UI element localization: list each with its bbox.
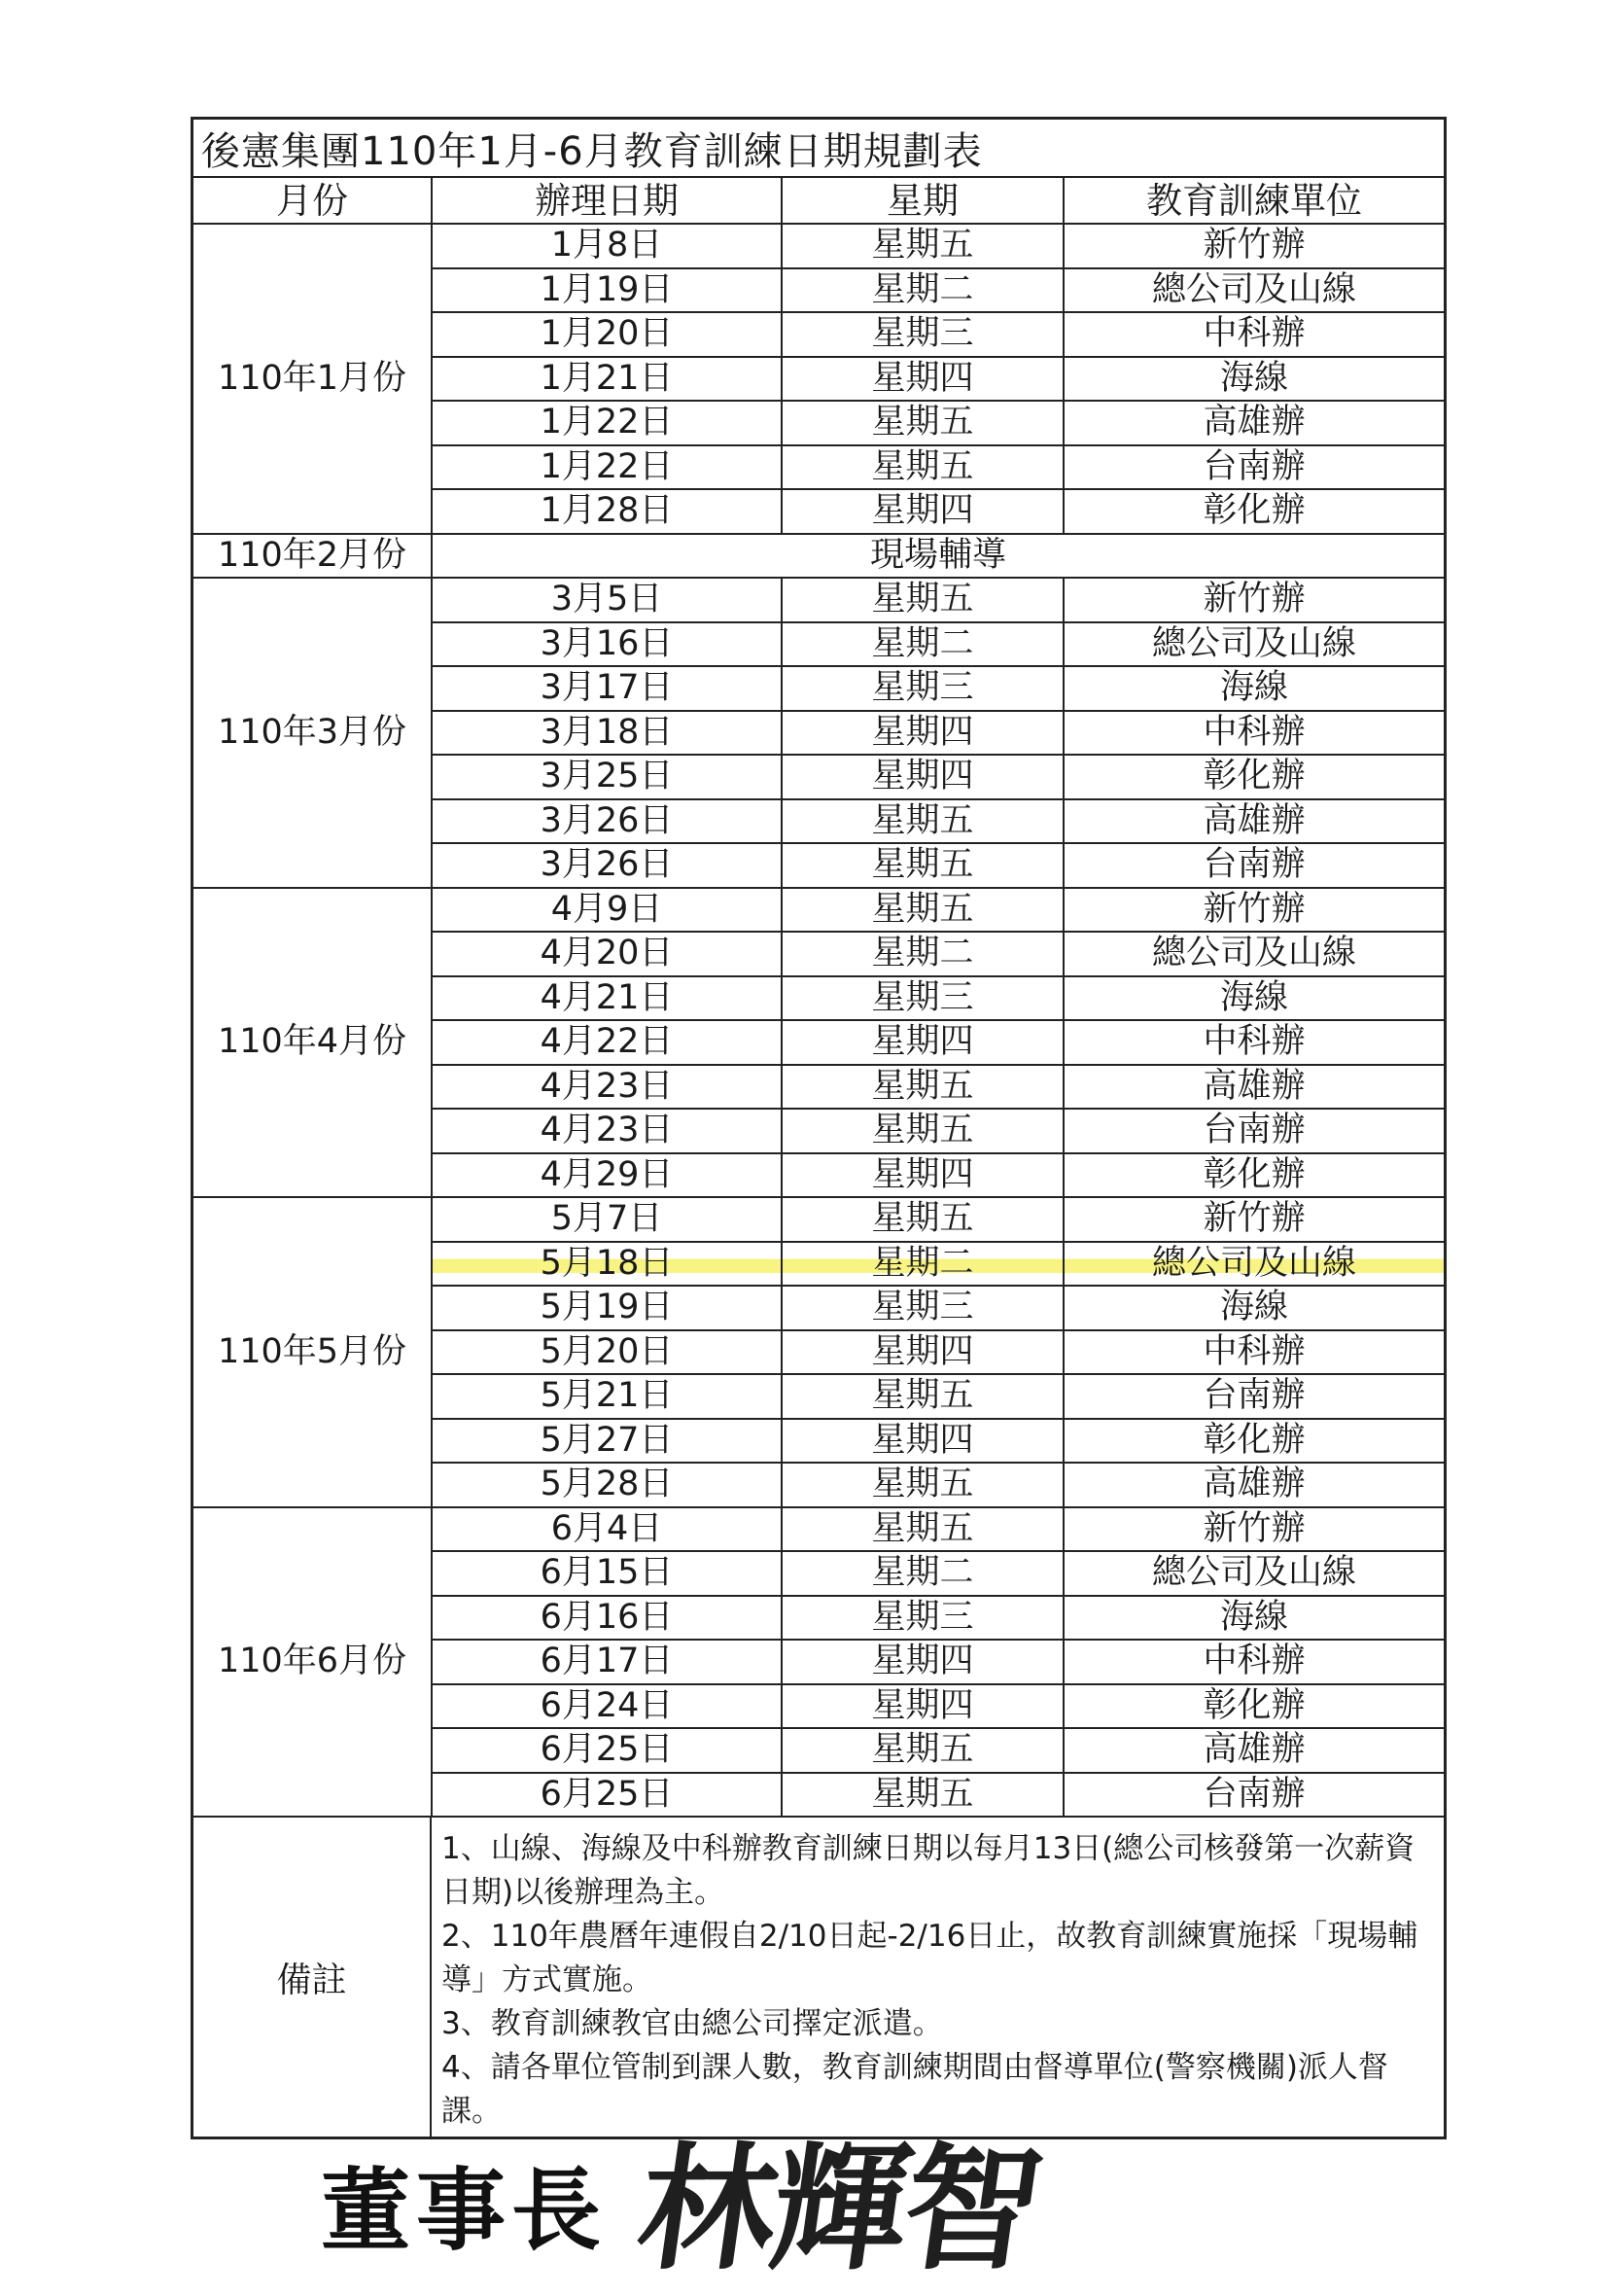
unit-cell: 總公司及山線	[1064, 1242, 1444, 1287]
note-item: 4、請各單位管制到課人數，教育訓練期間由督導單位(警察機關)派人督課。	[441, 2050, 1388, 2129]
date-cell: 3月26日	[432, 843, 782, 888]
unit-cell: 海線	[1064, 1596, 1444, 1641]
weekday-cell: 星期二	[782, 932, 1064, 976]
weekday-cell: 星期四	[782, 357, 1064, 402]
merged-note-cell: 現場輔導	[432, 534, 1444, 579]
weekday-cell: 星期三	[782, 1596, 1064, 1641]
date-cell: 3月18日	[432, 711, 782, 756]
header-unit: 教育訓練單位	[1064, 178, 1444, 224]
schedule-table	[193, 178, 1444, 1818]
unit-cell: 中科辦	[1064, 711, 1444, 756]
unit-cell: 新竹辦	[1064, 1507, 1444, 1552]
weekday-cell: 星期四	[782, 1020, 1064, 1065]
weekday-cell: 星期二	[782, 1551, 1064, 1596]
unit-cell: 海線	[1064, 976, 1444, 1021]
month-cell: 110年3月份	[193, 578, 432, 888]
document-title: 後憲集團110年1月-6月教育訓練日期規劃表	[193, 120, 1444, 178]
note-item: 1、山線、海線及中科辦教育訓練日期以每月13日(總公司核發第一次薪資日期)以後辦理為主。	[441, 1831, 1416, 1910]
unit-cell: 彰化辦	[1064, 1153, 1444, 1198]
month-cell: 110年1月份	[193, 224, 432, 534]
table-row	[193, 888, 1444, 933]
month-cell: 110年6月份	[193, 1507, 432, 1818]
date-cell: 1月22日	[432, 401, 782, 445]
unit-cell: 總公司及山線	[1064, 622, 1444, 667]
table-row	[193, 1197, 1444, 1242]
date-cell: 4月21日	[432, 976, 782, 1021]
weekday-cell: 星期五	[782, 1197, 1064, 1242]
date-cell: 1月19日	[432, 268, 782, 313]
date-cell: 6月25日	[432, 1773, 782, 1818]
date-cell: 3月17日	[432, 666, 782, 711]
signature-title: 董事長	[321, 2158, 608, 2263]
date-cell: 1月20日	[432, 312, 782, 357]
weekday-cell: 星期三	[782, 312, 1064, 357]
schedule-sheet	[191, 117, 1447, 2139]
weekday-cell: 星期五	[782, 578, 1064, 622]
note-item: 3、教育訓練教官由總公司擇定派遣。	[441, 2006, 943, 2041]
unit-cell: 總公司及山線	[1064, 268, 1444, 313]
date-cell: 6月17日	[432, 1640, 782, 1684]
unit-cell: 海線	[1064, 666, 1444, 711]
date-cell: 1月22日	[432, 445, 782, 490]
month-cell: 110年2月份	[193, 534, 432, 579]
unit-cell: 新竹辦	[1064, 888, 1444, 933]
weekday-cell: 星期五	[782, 1374, 1064, 1419]
notes-label: 備註	[193, 1818, 432, 2137]
weekday-cell: 星期二	[782, 268, 1064, 313]
table-row	[193, 534, 1444, 579]
note-item: 2、110年農曆年連假自2/10日起-2/16日止，故教育訓練實施採「現場輔導」方式實施。	[441, 1919, 1418, 1997]
unit-cell: 彰化辦	[1064, 755, 1444, 799]
date-cell: 4月9日	[432, 888, 782, 933]
unit-cell: 高雄辦	[1064, 1065, 1444, 1110]
weekday-cell: 星期五	[782, 1109, 1064, 1153]
date-cell: 4月20日	[432, 932, 782, 976]
date-cell: 1月21日	[432, 357, 782, 402]
unit-cell: 台南辦	[1064, 1109, 1444, 1153]
weekday-cell: 星期五	[782, 888, 1064, 933]
date-cell: 1月8日	[432, 224, 782, 268]
weekday-cell: 星期四	[782, 1684, 1064, 1729]
weekday-cell: 星期五	[782, 1507, 1064, 1552]
unit-cell: 新竹辦	[1064, 1197, 1444, 1242]
table-row	[193, 1507, 1444, 1552]
unit-cell: 新竹辦	[1064, 224, 1444, 268]
weekday-cell: 星期三	[782, 976, 1064, 1021]
unit-cell: 總公司及山線	[1064, 932, 1444, 976]
date-cell: 4月22日	[432, 1020, 782, 1065]
month-cell: 110年4月份	[193, 888, 432, 1198]
date-cell: 3月26日	[432, 799, 782, 844]
date-cell: 5月27日	[432, 1419, 782, 1464]
date-cell: 5月28日	[432, 1463, 782, 1507]
date-cell: 6月16日	[432, 1596, 782, 1641]
weekday-cell: 星期五	[782, 1773, 1064, 1818]
header-month: 月份	[193, 178, 432, 224]
unit-cell: 中科辦	[1064, 1330, 1444, 1375]
unit-cell: 中科辦	[1064, 1020, 1444, 1065]
unit-cell: 高雄辦	[1064, 1463, 1444, 1507]
unit-cell: 彰化辦	[1064, 1419, 1444, 1464]
date-cell: 3月5日	[432, 578, 782, 622]
date-cell: 5月20日	[432, 1330, 782, 1375]
weekday-cell: 星期四	[782, 1330, 1064, 1375]
weekday-cell: 星期四	[782, 755, 1064, 799]
unit-cell: 台南辦	[1064, 445, 1444, 490]
unit-cell: 高雄辦	[1064, 799, 1444, 844]
date-cell: 6月25日	[432, 1728, 782, 1773]
unit-cell: 海線	[1064, 1286, 1444, 1330]
notes-section	[193, 1818, 1444, 2137]
weekday-cell: 星期五	[782, 799, 1064, 844]
unit-cell: 海線	[1064, 357, 1444, 402]
weekday-cell: 星期四	[782, 489, 1064, 534]
weekday-cell: 星期五	[782, 1728, 1064, 1773]
date-cell: 4月23日	[432, 1065, 782, 1110]
unit-cell: 高雄辦	[1064, 1728, 1444, 1773]
weekday-cell: 星期二	[782, 622, 1064, 667]
date-cell: 4月29日	[432, 1153, 782, 1198]
weekday-cell: 星期五	[782, 1463, 1064, 1507]
weekday-cell: 星期四	[782, 1153, 1064, 1198]
unit-cell: 台南辦	[1064, 843, 1444, 888]
weekday-cell: 星期四	[782, 1419, 1064, 1464]
weekday-cell: 星期二	[782, 1242, 1064, 1287]
date-cell: 4月23日	[432, 1109, 782, 1153]
handwritten-signature: 林輝智	[628, 2130, 1048, 2289]
schedule-body	[193, 224, 1444, 1817]
table-header-row	[193, 178, 1444, 224]
weekday-cell: 星期三	[782, 1286, 1064, 1330]
chairman-signature	[321, 2101, 1293, 2289]
header-date: 辦理日期	[432, 178, 782, 224]
header-weekday: 星期	[782, 178, 1064, 224]
weekday-cell: 星期五	[782, 445, 1064, 490]
table-row	[193, 578, 1444, 622]
weekday-cell: 星期三	[782, 666, 1064, 711]
unit-cell: 總公司及山線	[1064, 1551, 1444, 1596]
weekday-cell: 星期五	[782, 843, 1064, 888]
unit-cell: 高雄辦	[1064, 401, 1444, 445]
unit-cell: 中科辦	[1064, 312, 1444, 357]
date-cell: 6月4日	[432, 1507, 782, 1552]
table-row	[193, 224, 1444, 268]
notes-body	[432, 1818, 1444, 2137]
unit-cell: 台南辦	[1064, 1773, 1444, 1818]
weekday-cell: 星期五	[782, 1065, 1064, 1110]
unit-cell: 彰化辦	[1064, 1684, 1444, 1729]
date-cell: 6月15日	[432, 1551, 782, 1596]
weekday-cell: 星期五	[782, 224, 1064, 268]
date-cell: 5月19日	[432, 1286, 782, 1330]
weekday-cell: 星期五	[782, 401, 1064, 445]
date-cell: 3月25日	[432, 755, 782, 799]
date-cell: 6月24日	[432, 1684, 782, 1729]
month-cell: 110年5月份	[193, 1197, 432, 1507]
date-cell: 5月7日	[432, 1197, 782, 1242]
weekday-cell: 星期四	[782, 711, 1064, 756]
weekday-cell: 星期四	[782, 1640, 1064, 1684]
unit-cell: 新竹辦	[1064, 578, 1444, 622]
unit-cell: 台南辦	[1064, 1374, 1444, 1419]
unit-cell: 彰化辦	[1064, 489, 1444, 534]
date-cell: 3月16日	[432, 622, 782, 667]
date-cell: 5月18日	[432, 1242, 782, 1287]
date-cell: 1月28日	[432, 489, 782, 534]
unit-cell: 中科辦	[1064, 1640, 1444, 1684]
date-cell: 5月21日	[432, 1374, 782, 1419]
